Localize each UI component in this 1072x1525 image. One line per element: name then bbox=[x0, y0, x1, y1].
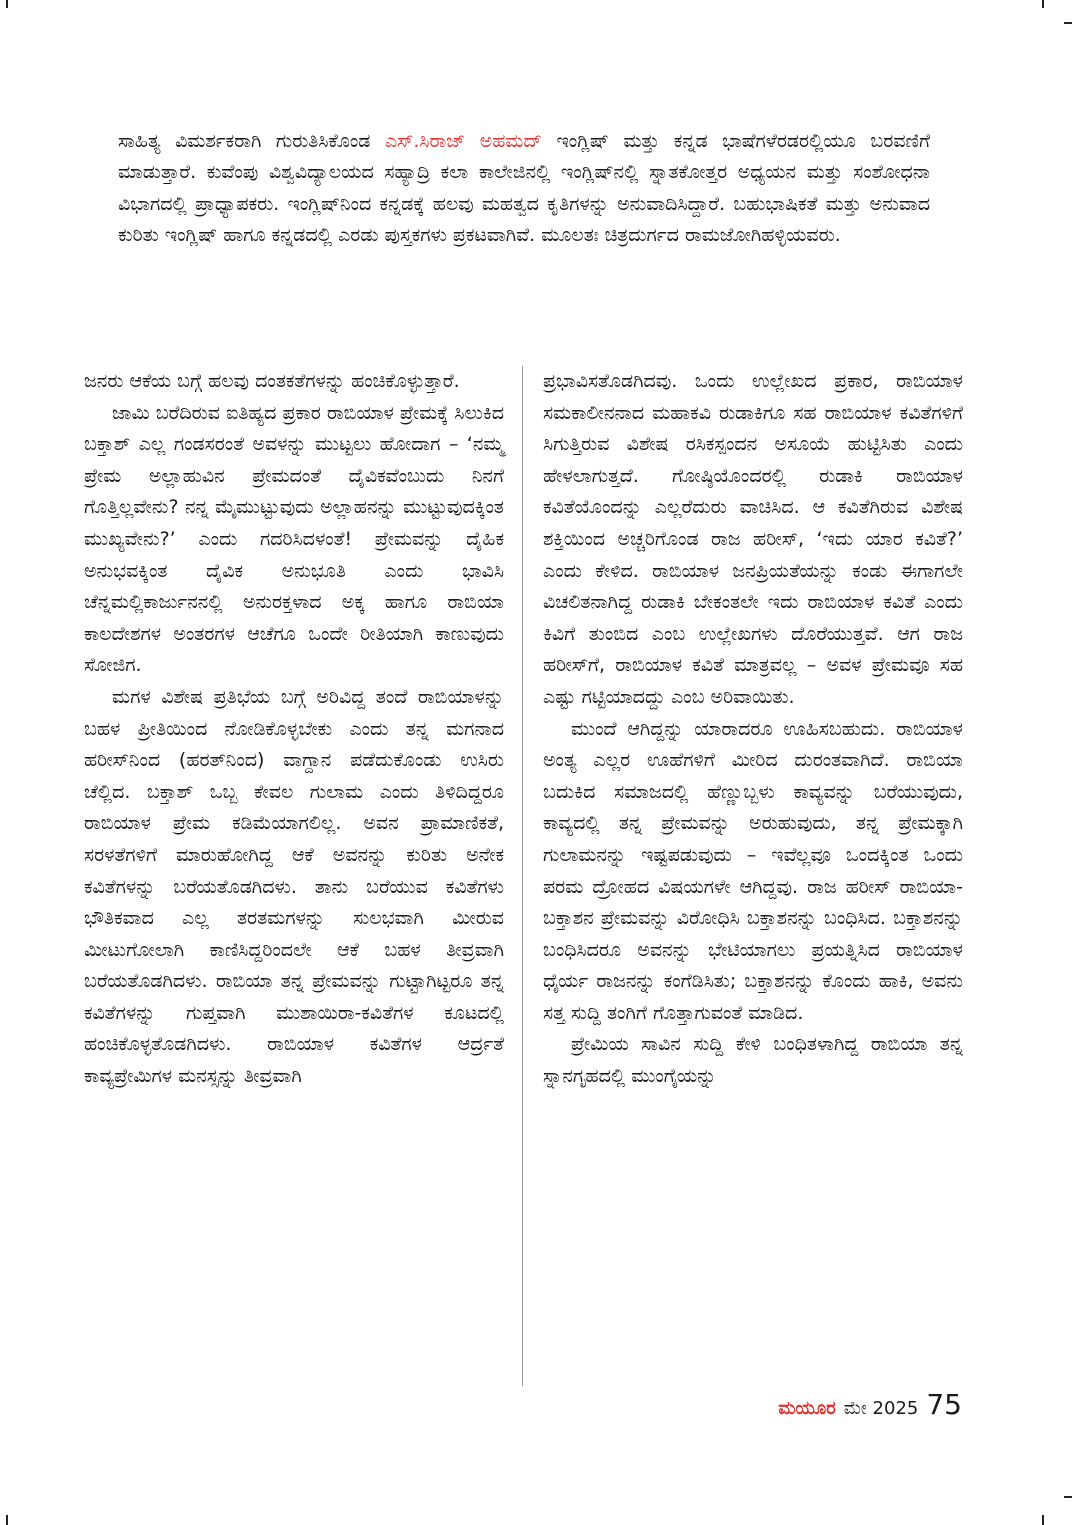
author-bio bbox=[118, 126, 930, 251]
article-column-right bbox=[543, 366, 963, 1093]
magazine-logo: ಮಯೂರ bbox=[778, 1398, 836, 1419]
paragraph: ಜಾಮಿ ಬರೆದಿರುವ ಐತಿಹ್ಯದ ಪ್ರಕಾರ ರಾಬಿಯಾಳ ಪ್ರೇಮಕ್ಕೆ ಸಿಲುಕಿದ ಬಕ್ತಾಶ್ ಎಲ್ಲ ಗಂಡಸರಂತೆ ಅವಳನ್ನು ಮುಟ್ಟಲು ಹೋದಾಗ – ‘ನಮ್ಮ ಪ್ರೇಮ ಅಲ್ಲಾಹುವಿನ ಪ್ರೇಮದಂತೆ ದೈವಿಕವೆಂಬುದು ನಿನಗೆ ಗೊತ್ತಿಲ್ಲವೇನು? ನನ್ನ ಮೈಮುಟ್ಟುವುದು ಅಲ್ಲಾಹನನ್ನು ಮುಟ್ಟುವುದಕ್ಕಿಂತ ಮುಖ್ಯವೇನು?’ ಎಂದು ಗದರಿಸಿದಳಂತೆ! ಪ್ರೇಮವನ್ನು ದೈಹಿಕ ಅನುಭವಕ್ಕಿಂತ ದೈವಿಕ ಅನುಭೂತಿ ಎಂದು ಭಾವಿಸಿ ಚೆನ್ನಮಲ್ಲಿಕಾರ್ಜುನನಲ್ಲಿ ಅನುರಕ್ತಳಾದ ಅಕ್ಕ ಹಾಗೂ ರಾಬಿಯಾ ಕಾಲದೇಶಗಳ ಅಂತರಗಳ ಆಚೆಗೂ ಒಂದೇ ರೀತಿಯಾಗಿ ಕಾಣುವುದು ಸೋಜಿಗ. bbox=[84, 401, 504, 677]
author-bio-text-end: ಇಂಗ್ಲಿಷ್ ಮತ್ತು ಕನ್ನಡ ಭಾಷೆಗಳೆರಡರಲ್ಲಿಯೂ ಬರವಣಿಗೆ ಮಾಡುತ್ತಾರೆ. ಕುವೆಂಪು ವಿಶ್ವವಿದ್ಯಾಲಯದ ಸಹ್ಯಾದ್ರಿ ಕಲಾ ಕಾಲೇಜಿನಲ್ಲಿ ಇಂಗ್ಲಿಷ್‌ನಲ್ಲಿ ಸ್ನಾತಕೋತ್ತರ ಅಧ್ಯಯನ ಮತ್ತು ಸಂಶೋಧನಾ ವಿಭಾಗದಲ್ಲಿ ಪ್ರಾಧ್ಯಾಪಕರು. ಇಂಗ್ಲಿಷ್‌ನಿಂದ ಕನ್ನಡಕ್ಕೆ ಹಲವು ಮಹತ್ವದ ಕೃತಿಗಳನ್ನು ಅನುವಾದಿಸಿದ್ದಾರೆ. ಬಹುಭಾಷಿಕತೆ ಮತ್ತು ಅನುವಾದ ಕುರಿತು ಇಂಗ್ಲಿಷ್ ಹಾಗೂ ಕನ್ನಡದಲ್ಲಿ ಎರಡು ಪುಸ್ತಕಗಳು ಪ್ರಕಟವಾಗಿವೆ. ಮೂಲತಃ ಚಿತ್ರದುರ್ಗದ ರಾಮಜೋಗಿಹಳ್ಳಿಯವರು. bbox=[118, 130, 931, 246]
issue-date: ಮೇ 2025 bbox=[843, 1398, 919, 1419]
crop-mark-top-left bbox=[6, 0, 8, 8]
paragraph: ಜನರು ಆಕೆಯ ಬಗ್ಗೆ ಹಲವು ದಂತಕತೆಗಳನ್ನು ಹಂಚಿಕೊಳ್ಳುತ್ತಾರೆ. bbox=[84, 370, 460, 392]
paragraph: ಪ್ರಭಾವಿಸತೊಡಗಿದವು. ಒಂದು ಉಲ್ಲೇಖದ ಪ್ರಕಾರ, ರಾಬಿಯಾಳ ಸಮಕಾಲೀನನಾದ ಮಹಾಕವಿ ರುಡಾಕಿಗೂ ಸಹ ರಾಬಿಯಾಳ ಕವಿತೆಗಳಿಗೆ ಸಿಗುತ್ತಿರುವ ವಿಶೇಷ ರಸಿಕಸ್ಪಂದನ ಅಸೂಯೆ ಹುಟ್ಟಿಸಿತು ಎಂದು ಹೇಳಲಾಗುತ್ತದೆ. ಗೋಷ್ಠಿಯೊಂದರಲ್ಲಿ ರುಡಾಕಿ ರಾಬಿಯಾಳ ಕವಿತೆಯೊಂದನ್ನು ಎಲ್ಲರೆದುರು ವಾಚಿಸಿದ. ಆ ಕವಿತೆಗಿರುವ ವಿಶೇಷ ಶಕ್ತಿಯಿಂದ ಅಚ್ಚರಿಗೊಂಡ ರಾಜ ಹರೀಸ್, ‘ಇದು ಯಾರ ಕವಿತೆ?’ ಎಂದು ಕೇಳಿದ. ರಾಬಿಯಾಳ ಜನಪ್ರಿಯತೆಯನ್ನು ಕಂಡು ಈಗಾಗಲೇ ವಿಚಲಿತನಾಗಿದ್ದ ರುಡಾಕಿ ಬೇಕಂತಲೇ ಇದು ರಾಬಿಯಾಳ ಕವಿತೆ ಎಂದು ಕಿವಿಗೆ ತುಂಬಿದ ಎಂಬ ಉಲ್ಲೇಖಗಳು ದೊರೆಯುತ್ತವೆ. ಆಗ ರಾಜ ಹರೀಸ್‌ಗೆ, ರಾಬಿಯಾಳ ಕವಿತೆ ಮಾತ್ರವಲ್ಲ – ಅವಳ ಪ್ರೇಮವೂ ಸಹ ಎಷ್ಟು ಗಟ್ಟಿಯಾದದ್ದು ಎಂಬ ಅರಿವಾಯಿತು. bbox=[543, 370, 963, 708]
crop-mark-top-right bbox=[1042, 0, 1044, 8]
author-bio-text-start: ಸಾಹಿತ್ಯ ವಿಮರ್ಶಕರಾಗಿ ಗುರುತಿಸಿಕೊಂಡ bbox=[118, 130, 385, 152]
crop-mark-bottom-left bbox=[6, 1515, 8, 1525]
paragraph: ಪ್ರೇಮಿಯ ಸಾವಿನ ಸುದ್ದಿ ಕೇಳಿ ಬಂಧಿತಳಾಗಿದ್ದ ರಾಬಿಯಾ ತನ್ನ ಸ್ನಾನಗೃಹದಲ್ಲಿ ಮುಂಗೈಯನ್ನು bbox=[543, 1033, 963, 1088]
crop-mark-right-upper bbox=[1064, 22, 1072, 24]
article-column-left bbox=[84, 366, 504, 1093]
paragraph: ಮುಂದೆ ಆಗಿದ್ದನ್ನು ಯಾರಾದರೂ ಊಹಿಸಬಹುದು. ರಾಬಿಯಾಳ ಅಂತ್ಯ ಎಲ್ಲರ ಊಹೆಗಳಿಗೆ ಮೀರಿದ ದುರಂತವಾಗಿದೆ. ರಾಬಿಯಾ ಬದುಕಿದ ಸಮಾಜದಲ್ಲಿ ಹೆಣ್ಣುಬ್ಬಳು ಕಾವ್ಯವನ್ನು ಬರೆಯುವುದು, ಕಾವ್ಯದಲ್ಲಿ ತನ್ನ ಪ್ರೇಮವನ್ನು ಅರುಹುವುದು, ತನ್ನ ಪ್ರೇಮಕ್ಕಾಗಿ ಗುಲಾಮನನ್ನು ಇಷ್ಟಪಡುವುದು – ಇವೆಲ್ಲವೂ ಒಂದಕ್ಕಿಂತ ಒಂದು ಪರಮ ದ್ರೋಹದ ವಿಷಯಗಳೇ ಆಗಿದ್ದವು. ರಾಜ ಹರೀಸ್ ರಾಬಿಯಾ-ಬಕ್ತಾಶನ ಪ್ರೇಮವನ್ನು ವಿರೋಧಿಸಿ ಬಕ್ತಾಶನನ್ನು ಬಂಧಿಸಿದ. ಬಕ್ತಾಶನನ್ನು ಬಂಧಿಸಿದರೂ ಅವನನ್ನು ಭೇಟಿಯಾಗಲು ಪ್ರಯತ್ನಿಸಿದ ರಾಬಿಯಾಳ ಧೈರ್ಯ ರಾಜನನ್ನು ಕಂಗೆಡಿಸಿತು; ಬಕ್ತಾಶನನ್ನು ಕೊಂದು ಹಾಕಿ, ಅವನು ಸತ್ತ ಸುದ್ದಿ ತಂಗಿಗೆ ಗೊತ್ತಾಗುವಂತೆ ಮಾಡಿದ. bbox=[543, 717, 963, 1024]
author-name: ಎಸ್.ಸಿರಾಜ್ ಅಹಮದ್ bbox=[384, 130, 542, 152]
column-divider bbox=[522, 366, 523, 1386]
page-number: 75 bbox=[926, 1388, 962, 1421]
paragraph: ಮಗಳ ವಿಶೇಷ ಪ್ರತಿಭೆಯ ಬಗ್ಗೆ ಅರಿವಿದ್ದ ತಂದೆ ರಾಬಿಯಾಳನ್ನು ಬಹಳ ಪ್ರೀತಿಯಿಂದ ನೋಡಿಕೊಳ್ಳಬೇಕು ಎಂದು ತನ್ನ ಮಗನಾದ ಹರೀಸ್‌ನಿಂದ (ಹರತ್‌ನಿಂದ) ವಾಗ್ದಾನ ಪಡೆದುಕೊಂಡು ಉಸಿರು ಚೆಲ್ಲಿದ. ಬಕ್ತಾಶ್ ಒಬ್ಬ ಕೇವಲ ಗುಲಾಮ ಎಂದು ತಿಳಿದಿದ್ದರೂ ರಾಬಿಯಾಳ ಪ್ರೇಮ ಕಡಿಮೆಯಾಗಲಿಲ್ಲ. ಅವನ ಪ್ರಾಮಾಣಿಕತೆ, ಸರಳತೆಗಳಿಗೆ ಮಾರುಹೋಗಿದ್ದ ಆಕೆ ಅವನನ್ನು ಕುರಿತು ಅನೇಕ ಕವಿತೆಗಳನ್ನು ಬರೆಯತೊಡಗಿದಳು. ತಾನು ಬರೆಯುವ ಕವಿತೆಗಳು ಭೌತಿಕವಾದ ಎಲ್ಲ ತರತಮಗಳನ್ನು ಸುಲಭವಾಗಿ ಮೀರುವ ಮೀಟುಗೋಲಾಗಿ ಕಾಣಿಸಿದ್ದರಿಂದಲೇ ಆಕೆ ಬಹಳ ತೀವ್ರವಾಗಿ ಬರೆಯತೊಡಗಿದಳು. ರಾಬಿಯಾ ತನ್ನ ಪ್ರೇಮವನ್ನು ಗುಟ್ಟಾಗಿಟ್ಟರೂ ತನ್ನ ಕವಿತೆಗಳನ್ನು ಗುಪ್ತವಾಗಿ ಮುಶಾಯಿರಾ-ಕವಿತೆಗಳ ಕೂಟದಲ್ಲಿ ಹಂಚಿಕೊಳ್ಳತೊಡಗಿದಳು. ರಾಬಿಯಾಳ ಕವಿತೆಗಳ ಆರ್ದ್ರತೆ ಕಾವ್ಯಪ್ರೇಮಿಗಳ ಮನಸ್ಸನ್ನು ತೀವ್ರವಾಗಿ bbox=[84, 685, 504, 1088]
crop-mark-right-lower bbox=[1064, 1496, 1072, 1498]
crop-mark-bottom-right bbox=[1042, 1515, 1044, 1525]
page-footer bbox=[778, 1388, 962, 1421]
